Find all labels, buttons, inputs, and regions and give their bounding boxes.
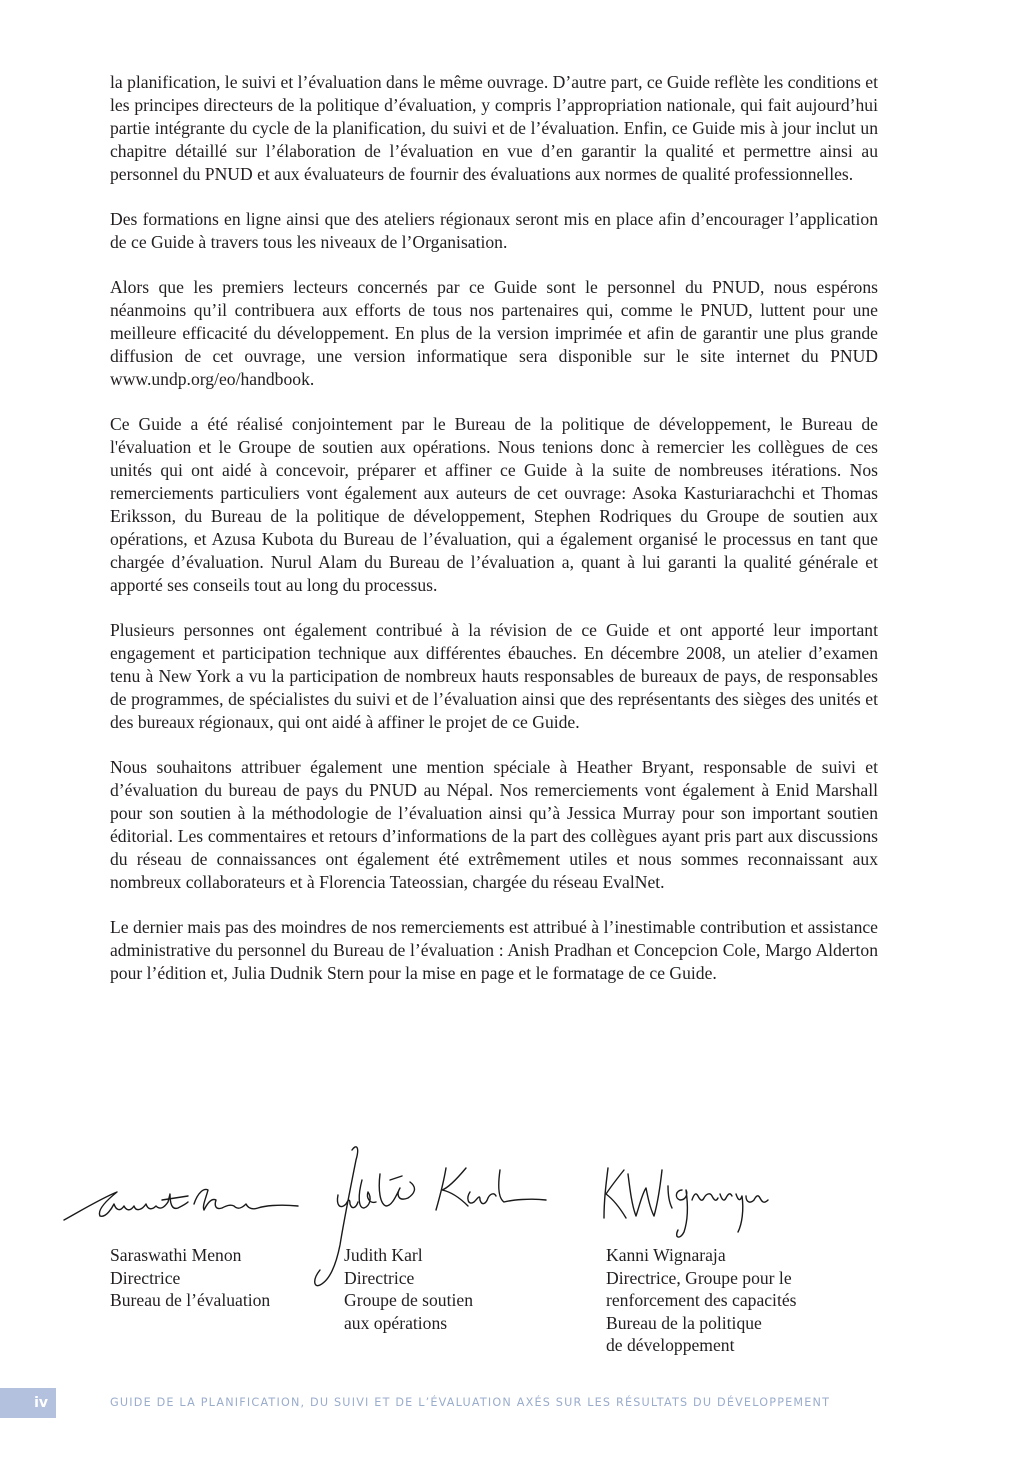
paragraph: Le dernier mais pas des moindres de nos remerciements est attribué à l’inestimable contribution et assistance administrative du personnel du Bureau de l’évaluation : Anish Pradhan et Concepcion Cole, Margo Alderton pour l’édition et, Julia Dudnik Stern pour la mise en page et le formatage de ce Guide. bbox=[110, 917, 878, 983]
signatory-title: Directrice bbox=[344, 1267, 415, 1288]
signatory-name: Saraswathi Menon bbox=[110, 1245, 242, 1265]
signatory-office: Bureau de l’évaluation bbox=[110, 1290, 271, 1310]
signatory-name: Judith Karl bbox=[344, 1245, 423, 1265]
signatory-menon bbox=[110, 1244, 270, 1312]
paragraph: Ce Guide a été réalisé conjointement par le Bureau de la politique de développement, le Bureau de l'évaluation et le Groupe de soutien aux opérations. Nous tenions donc à remercier les collègues de ces unités qui ont aidé à concevoir, préparer et affiner ce Guide à la suite de nombreuses itérations. Nos remerciements particuliers vont également aux auteurs de cet ouvrage: Asoka Kasturiarachchi et Thomas Eriksson, du Bureau de la politique de développement, Stephen Rodriques du Groupe de soutien aux opérations, et Azusa Kubota du Bureau de l’évaluation, qui a également organisé le processus en tant que chargée d’évaluation. Nurul Alam du Bureau de l’évaluation a, quant à lui garanti la qualité générale et apporté ses conseils tout au long du processus. bbox=[110, 414, 878, 595]
body-text bbox=[110, 71, 878, 1007]
signatory-office: renforcement des capacités bbox=[606, 1290, 797, 1310]
signatory-office: de développement bbox=[606, 1335, 735, 1355]
signatory-wignaraja bbox=[606, 1244, 797, 1357]
running-footer-title: GUIDE DE LA PLANIFICATION, DU SUIVI ET DE L’ÉVALUATION AXÉS SUR LES RÉSULTATS DU DÉVELOPPEMENT bbox=[110, 1396, 831, 1409]
signatory-name: Kanni Wignaraja bbox=[606, 1245, 726, 1265]
signatory-title: Directrice, Groupe pour le bbox=[606, 1267, 792, 1288]
signatory-karl bbox=[344, 1244, 473, 1334]
page-number: iv bbox=[0, 1388, 56, 1418]
paragraph: Nous souhaitons attribuer également une mention spéciale à Heather Bryant, responsable de suivi et d’évaluation du bureau de pays du PNUD au Népal. Nos remerciements vont également à Enid Marshall pour son soutien à la méthodologie de l’évaluation ainsi qu’à Jessica Murray pour son important soutien éditorial. Les commentaires et retours d’informations de la part des collègues ayant pris part aux discussions du réseau de connaissances ont également été extrêmement utiles et nous sommes reconnaissant aux nombreux collaborateurs et à Florencia Tateossian, chargée du réseau EvalNet. bbox=[110, 757, 878, 892]
signatory-office: Groupe de soutien bbox=[344, 1290, 473, 1310]
signatory-office: Bureau de la politique bbox=[606, 1312, 762, 1333]
page-footer bbox=[0, 1388, 1024, 1418]
paragraph: Des formations en ligne ainsi que des ateliers régionaux seront mis en place afin d’encourager l’application de ce Guide à travers tous les niveaux de l’Organisation. bbox=[110, 209, 878, 252]
signatory-office: aux opérations bbox=[344, 1312, 448, 1333]
paragraph: la planification, le suivi et l’évaluation dans le même ouvrage. D’autre part, ce Guide reflète les conditions et les principes directeurs de la politique d’évaluation, y compris l’appropriation nationale, qui fait aujourd’hui partie intégrante du cycle de la planification, du suivi et de l’évaluation. Enfin, ce Guide mis à jour inclut un chapitre détaillé sur l’élaboration de l’évaluation en vue d’en garantir la qualité et permettre ainsi au personnel du PNUD et aux évaluateurs de fournir des évaluations aux normes de qualité professionnelles. bbox=[110, 72, 878, 184]
signatory-title: Directrice bbox=[110, 1267, 181, 1288]
signature-menon-image bbox=[62, 1180, 302, 1230]
signature-wignaraja-image bbox=[596, 1160, 776, 1250]
paragraph: Plusieurs personnes ont également contribué à la révision de ce Guide et ont apporté leur important engagement et participation technique aux différentes ébauches. En décembre 2008, un atelier d’examen tenu à New York a vu la participation de nombreux hauts responsables de bureaux de pays, de responsables de programmes, de spécialistes du suivi et de l’évaluation ainsi que des représentants des sièges des unités et des bureaux régionaux, qui ont aidé à affiner le projet de ce Guide. bbox=[110, 620, 878, 732]
signatures-section bbox=[0, 1140, 1024, 1370]
paragraph: Alors que les premiers lecteurs concernés par ce Guide sont le personnel du PNUD, nous espérons néanmoins qu’il contribuera aux efforts de tous nos partenaires qui, comme le PNUD, luttent pour une meilleure efficacité du développement. En plus de la version imprimée et afin de garantir une plus grande diffusion de cet ouvrage, une version informatique sera disponible sur le site internet du PNUD www.undp.org/eo/handbook. bbox=[110, 277, 878, 389]
